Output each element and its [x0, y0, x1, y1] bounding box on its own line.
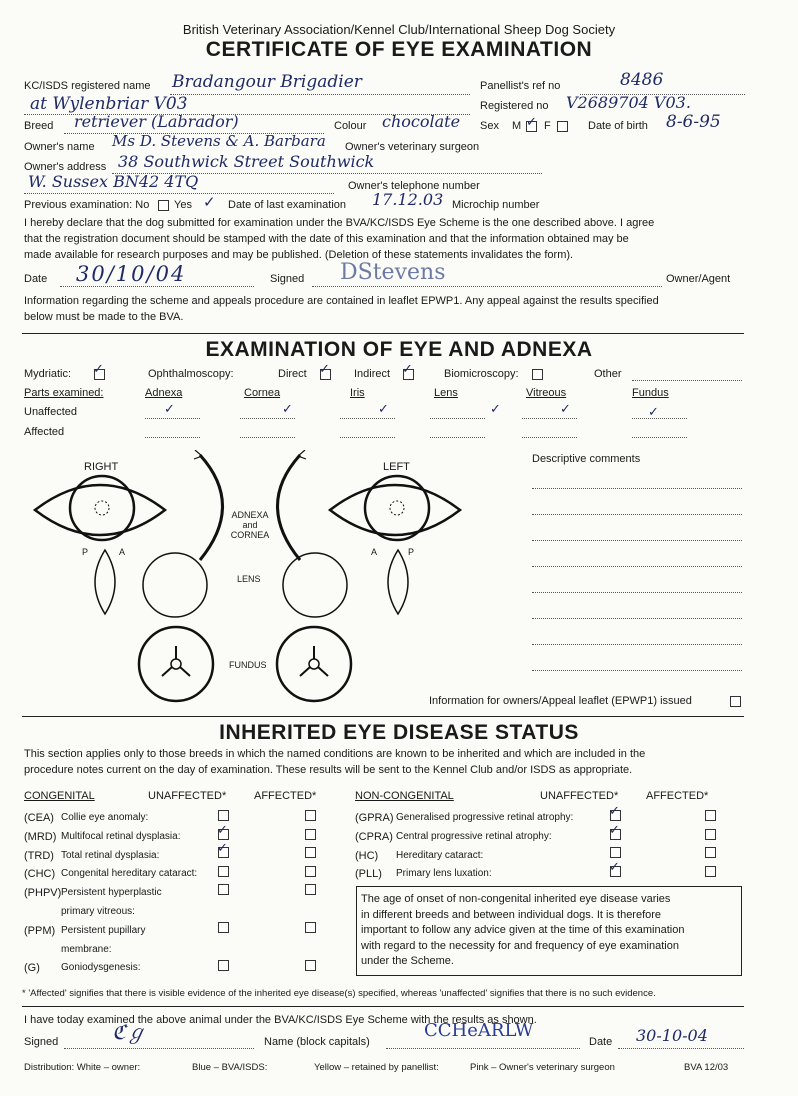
biomicroscopy-checkbox[interactable]: [532, 369, 543, 380]
declaration-line: I hereby declare that the dog submitted for examination under the BVA/KC/ISDS Eye Scheme is the one described above. I agree: [24, 217, 655, 229]
condition-name: membrane:: [61, 943, 112, 955]
condition-name: Persistent pupillary: [61, 924, 146, 936]
sex-label: Sex: [480, 120, 499, 132]
cpra-affected-checkbox[interactable]: [705, 829, 716, 840]
condition-code: [24, 941, 61, 960]
comments-line[interactable]: [532, 670, 742, 671]
signed-label: Signed: [270, 273, 305, 285]
info-text: [24, 293, 659, 325]
date-value: 30/10/04: [76, 262, 187, 286]
distribution-pink: Pink – Owner's veterinary surgeon: [470, 1062, 615, 1073]
sex-f-checkbox[interactable]: [557, 121, 568, 132]
condition-name: Collie eye anomaly:: [61, 812, 149, 823]
left-eye-label: LEFT: [383, 461, 410, 473]
name-block-label: Name (block capitals): [264, 1036, 370, 1048]
cornea-unaffected-field[interactable]: [240, 418, 295, 419]
condition-name: Generalised progressive retinal atrophy:: [396, 812, 574, 823]
mydriatic-tick-icon: ✓: [93, 362, 104, 377]
breed-label: Breed: [24, 120, 54, 132]
right-eye-diagram-icon: [30, 470, 170, 550]
lens-unaffected-field[interactable]: [430, 418, 485, 419]
g-unaffected-checkbox[interactable]: [218, 960, 229, 971]
distribution-white: Distribution: White – owner:: [24, 1062, 141, 1073]
fundus-unaffected-field[interactable]: [632, 418, 687, 419]
onset-note-box: [356, 886, 742, 976]
colour-value: chocolate: [382, 112, 461, 131]
owner-vet-label: Owner's veterinary surgeon: [345, 141, 480, 153]
condition-name: Multifocal retinal dysplasia:: [61, 830, 181, 842]
condition-code: (HC): [355, 849, 379, 862]
declaration-text: [24, 215, 654, 263]
part-cornea: Cornea: [244, 387, 281, 399]
mrd-tick-icon: ✓: [217, 823, 228, 838]
status-intro-line: This section applies only to those breeds in which the named conditions are known to be inherited and which are included in the: [24, 748, 646, 760]
part-iris: Iris: [350, 387, 365, 399]
iris-tick-icon: ✓: [378, 402, 389, 417]
part-adnexa: Adnexa: [145, 387, 183, 399]
signed-line: [312, 286, 662, 287]
right-eye-label: RIGHT: [84, 461, 119, 473]
hc-unaffected-checkbox[interactable]: [610, 847, 621, 858]
congenital-heading: CONGENITAL: [24, 790, 95, 802]
pll-affected-checkbox[interactable]: [705, 866, 716, 877]
condition-name: Hereditary cataract:: [396, 849, 484, 861]
mydriatic-label: Mydriatic:: [24, 368, 72, 380]
prev-exam-yes-label: Yes: [174, 199, 192, 211]
condition-name: Central progressive retinal atrophy:: [396, 830, 552, 842]
panellist-signed-label: Signed: [24, 1036, 59, 1048]
right-a-label: A: [119, 547, 126, 557]
part-lens: Lens: [434, 387, 458, 399]
condition-name: primary vitreous:: [61, 905, 135, 917]
non-congenital-codes: [355, 809, 394, 884]
note-line: The age of onset of non-congenital inherited eye disease varies: [361, 893, 671, 905]
condition-code: (CPRA): [355, 830, 393, 843]
ppm-affected-checkbox[interactable]: [305, 922, 316, 933]
footer-date-value: 30-10-04: [636, 1026, 708, 1045]
owner-address-label: Owner's address: [24, 161, 107, 173]
adnexa-affected-field[interactable]: [145, 437, 200, 438]
panellist-name-value: CCHeARLW: [424, 1020, 534, 1041]
cea-unaffected-checkbox[interactable]: [218, 810, 229, 821]
gpra-tick-icon: ✓: [609, 804, 620, 819]
affected-label: Affected: [24, 426, 65, 438]
ppm-unaffected-checkbox[interactable]: [218, 922, 229, 933]
chc-affected-checkbox[interactable]: [305, 866, 316, 877]
chc-unaffected-checkbox[interactable]: [218, 866, 229, 877]
owner-address-line-2: [24, 193, 334, 194]
examined-statement: I have today examined the above animal under the BVA/KC/ISDS Eye Scheme with the results as shown.: [24, 1014, 537, 1026]
condition-name: Persistent hyperplastic: [61, 887, 162, 899]
gpra-affected-checkbox[interactable]: [705, 810, 716, 821]
mrd-affected-checkbox[interactable]: [305, 829, 316, 840]
note-line: in different breeds and between individual dogs. It is therefore: [361, 908, 662, 921]
panellist-signature-icon: ℭℊ: [112, 1020, 147, 1044]
parts-examined-label: Parts examined:: [24, 387, 104, 399]
trd-tick-icon: ✓: [217, 841, 228, 856]
g-affected-checkbox[interactable]: [305, 960, 316, 971]
right-lens-front-icon: [140, 550, 210, 620]
vitreous-unaffected-field[interactable]: [522, 418, 577, 419]
cpra-tick-icon: ✓: [609, 823, 620, 838]
adnexa-tick-icon: ✓: [164, 402, 175, 417]
condition-code: (MRD): [24, 830, 57, 843]
comments-line[interactable]: [532, 644, 742, 645]
ophthalmoscopy-label: Ophthalmoscopy:: [148, 368, 234, 380]
breed-value: retriever (Labrador): [74, 112, 239, 131]
lens-label: LENS: [237, 574, 261, 584]
sex-m-tick-icon: ✓: [526, 115, 537, 130]
lens-affected-field[interactable]: [430, 437, 485, 438]
sex-f-label: F: [544, 120, 551, 132]
comments-line[interactable]: [532, 592, 742, 593]
condition-name: Goniodysgenesis:: [61, 962, 141, 974]
divider: [22, 333, 744, 334]
non-congenital-heading: NON-CONGENITAL: [355, 790, 454, 802]
hc-affected-checkbox[interactable]: [705, 847, 716, 858]
phpv-affected-checkbox[interactable]: [305, 884, 316, 895]
owner-phone-label: Owner's telephone number: [348, 180, 480, 192]
panellist-ref-value: 8486: [620, 70, 664, 90]
left-lens-side-icon: [378, 548, 418, 616]
prev-exam-yes-tick-icon: ✓: [203, 193, 216, 211]
condition-code: [24, 903, 61, 922]
right-p-label: P: [82, 547, 89, 557]
prev-exam-label: Previous examination: No: [24, 199, 150, 211]
status-intro-line: procedure notes current on the day of examination. These results will be sent to the Kennel Club and/or ISDS as appropriate.: [24, 764, 633, 776]
fundus-label: FUNDUS: [229, 660, 267, 670]
condition-name: Primary lens luxation:: [396, 868, 492, 880]
comments-line[interactable]: [532, 618, 742, 619]
adnexa-cornea-label: [228, 510, 272, 540]
status-section-title: INHERITED EYE DISEASE STATUS: [219, 721, 579, 744]
declaration-line: that the registration document should be stamped with the date of this examination and that the information obtained may be: [24, 233, 629, 245]
left-fundus-icon: [274, 624, 354, 704]
last-exam-label: Date of last examination: [228, 199, 347, 211]
phpv-unaffected-checkbox[interactable]: [218, 884, 229, 895]
info-line: Information regarding the scheme and appeals procedure are contained in leaflet EPWP1. Any appeal against the results specified: [24, 295, 659, 307]
left-a-label: A: [371, 547, 378, 557]
owner-address-value: 38 Southwick Street Southwick: [118, 152, 375, 171]
condition-name: Total retinal dysplasia:: [61, 849, 160, 861]
dob-label: Date of birth: [588, 120, 648, 132]
non-congenital-unaffected-heading: UNAFFECTED*: [540, 790, 619, 802]
descriptive-comments-label: Descriptive comments: [532, 453, 641, 465]
cornea-label: CORNEA: [230, 530, 270, 540]
condition-code: (PLL): [355, 868, 382, 881]
registered-name-value-2: at Wylenbriar V03: [30, 94, 188, 114]
declaration-line: made available for research purposes and may be published. (Deletion of these statements invalidates the form).: [24, 249, 574, 261]
registered-name-value: Bradangour Brigadier: [172, 72, 362, 92]
non-congenital-affected-heading: AFFECTED*: [646, 790, 709, 802]
date-line: [60, 286, 254, 287]
condition-code: (TRD): [24, 849, 54, 862]
leaflet-issued-checkbox[interactable]: [730, 696, 741, 707]
comments-line[interactable]: [532, 488, 742, 489]
divider: [22, 716, 744, 717]
distribution-blue: Blue – BVA/ISDS:: [192, 1062, 268, 1073]
trd-affected-checkbox[interactable]: [305, 847, 316, 858]
and-label: and: [242, 520, 258, 530]
cornea-tick-icon: ✓: [282, 402, 293, 417]
owner-signature: DStevens: [340, 260, 446, 285]
sex-m-label: M: [512, 120, 522, 132]
part-fundus: Fundus: [632, 387, 669, 399]
panellist-signed-line[interactable]: [64, 1048, 254, 1049]
iris-affected-field[interactable]: [340, 437, 395, 438]
pll-tick-icon: ✓: [609, 860, 620, 875]
registered-no-label: Registered no: [480, 100, 549, 112]
biomicroscopy-label: Biomicroscopy:: [444, 368, 519, 380]
iris-unaffected-field[interactable]: [340, 418, 395, 419]
condition-code: (GPRA): [355, 812, 394, 824]
other-line: [632, 380, 742, 381]
form-code: BVA 12/03: [684, 1062, 729, 1073]
direct-label: Direct: [278, 368, 307, 380]
cornea-arcs-icon: [190, 450, 310, 565]
owners-info-label: Information for owners/Appeal leaflet (EPWP1) issued: [429, 695, 692, 707]
footer-date-label: Date: [589, 1036, 613, 1048]
congenital-affected-heading: AFFECTED*: [254, 790, 317, 802]
note-line: important to follow any advice given at the time of this examination: [361, 924, 685, 936]
fundus-affected-field[interactable]: [632, 437, 687, 438]
owner-address-value-2: W. Sussex BN42 4TQ: [28, 172, 199, 191]
owner-name-value: Ms D. Stevens & A. Barbara: [112, 132, 326, 150]
comments-line[interactable]: [532, 566, 742, 567]
part-vitreous: Vitreous: [526, 387, 567, 399]
congenital-names: [61, 809, 197, 978]
condition-code: (PPM): [24, 924, 56, 937]
left-eye-diagram-icon: [325, 470, 465, 550]
congenital-codes: [24, 809, 61, 978]
name-block-line[interactable]: [386, 1048, 580, 1049]
comments-line[interactable]: [532, 514, 742, 515]
right-lens-side-icon: [85, 548, 125, 616]
info-line: below must be made to the BVA.: [24, 311, 184, 323]
indirect-tick-icon: ✓: [402, 362, 413, 377]
affected-footnote: * 'Affected' signifies that there is visible evidence of the inherited eye disease(s) specified, whereas 'unaffected' signifies that there is no such evidence.: [22, 988, 656, 999]
footer-date-line[interactable]: [618, 1048, 744, 1049]
condition-code: (PHPV): [24, 887, 62, 900]
exam-section-title: EXAMINATION OF EYE AND ADNEXA: [205, 338, 593, 361]
owner-agent-label: Owner/Agent: [666, 273, 731, 285]
fundus-tick-icon: ✓: [648, 405, 659, 420]
right-fundus-icon: [136, 624, 216, 704]
non-congenital-names: [396, 809, 573, 884]
congenital-unaffected-heading: UNAFFECTED*: [148, 790, 227, 802]
condition-code: (G): [24, 962, 40, 975]
owner-name-label: Owner's name: [24, 141, 95, 153]
vitreous-affected-field[interactable]: [522, 437, 577, 438]
status-intro: [24, 746, 645, 778]
adnexa-label: ADNEXA: [231, 510, 269, 520]
note-line: under the Scheme.: [361, 955, 454, 967]
cea-affected-checkbox[interactable]: [305, 810, 316, 821]
left-lens-front-icon: [280, 550, 350, 620]
organisation-line: British Veterinary Association/Kennel Club/International Sheep Dog Society: [182, 22, 616, 37]
comments-line[interactable]: [532, 540, 742, 541]
lens-tick-icon: ✓: [490, 402, 501, 417]
unaffected-label: Unaffected: [24, 406, 78, 418]
distribution-yellow: Yellow – retained by panellist:: [314, 1062, 439, 1073]
condition-name: Congenital hereditary cataract:: [61, 868, 198, 880]
microchip-label: Microchip number: [452, 199, 540, 211]
indirect-label: Indirect: [354, 368, 391, 380]
note-line: with regard to the necessity for and frequency of eye examination: [361, 939, 679, 952]
colour-label: Colour: [334, 120, 367, 132]
left-p-label: P: [408, 547, 415, 557]
registered-name-line: [170, 94, 470, 95]
condition-code: (CEA): [24, 812, 54, 824]
date-label: Date: [24, 273, 48, 285]
adnexa-unaffected-field[interactable]: [145, 418, 200, 419]
registered-name-label: KC/ISDS registered name: [24, 80, 151, 92]
cornea-affected-field[interactable]: [240, 437, 295, 438]
certificate-title: CERTIFICATE OF EYE EXAMINATION: [205, 38, 593, 61]
direct-tick-icon: ✓: [319, 362, 330, 377]
other-label: Other: [594, 368, 622, 380]
condition-code: (CHC): [24, 868, 56, 881]
prev-exam-no-checkbox[interactable]: [158, 200, 169, 211]
dob-value: 8-6-95: [666, 112, 721, 132]
panellist-ref-label: Panellist's ref no: [480, 80, 561, 92]
divider: [22, 1006, 744, 1007]
vitreous-tick-icon: ✓: [560, 402, 571, 417]
registered-no-value: V2689704 V03.: [566, 93, 691, 112]
last-exam-value: 17.12.03: [372, 190, 444, 209]
